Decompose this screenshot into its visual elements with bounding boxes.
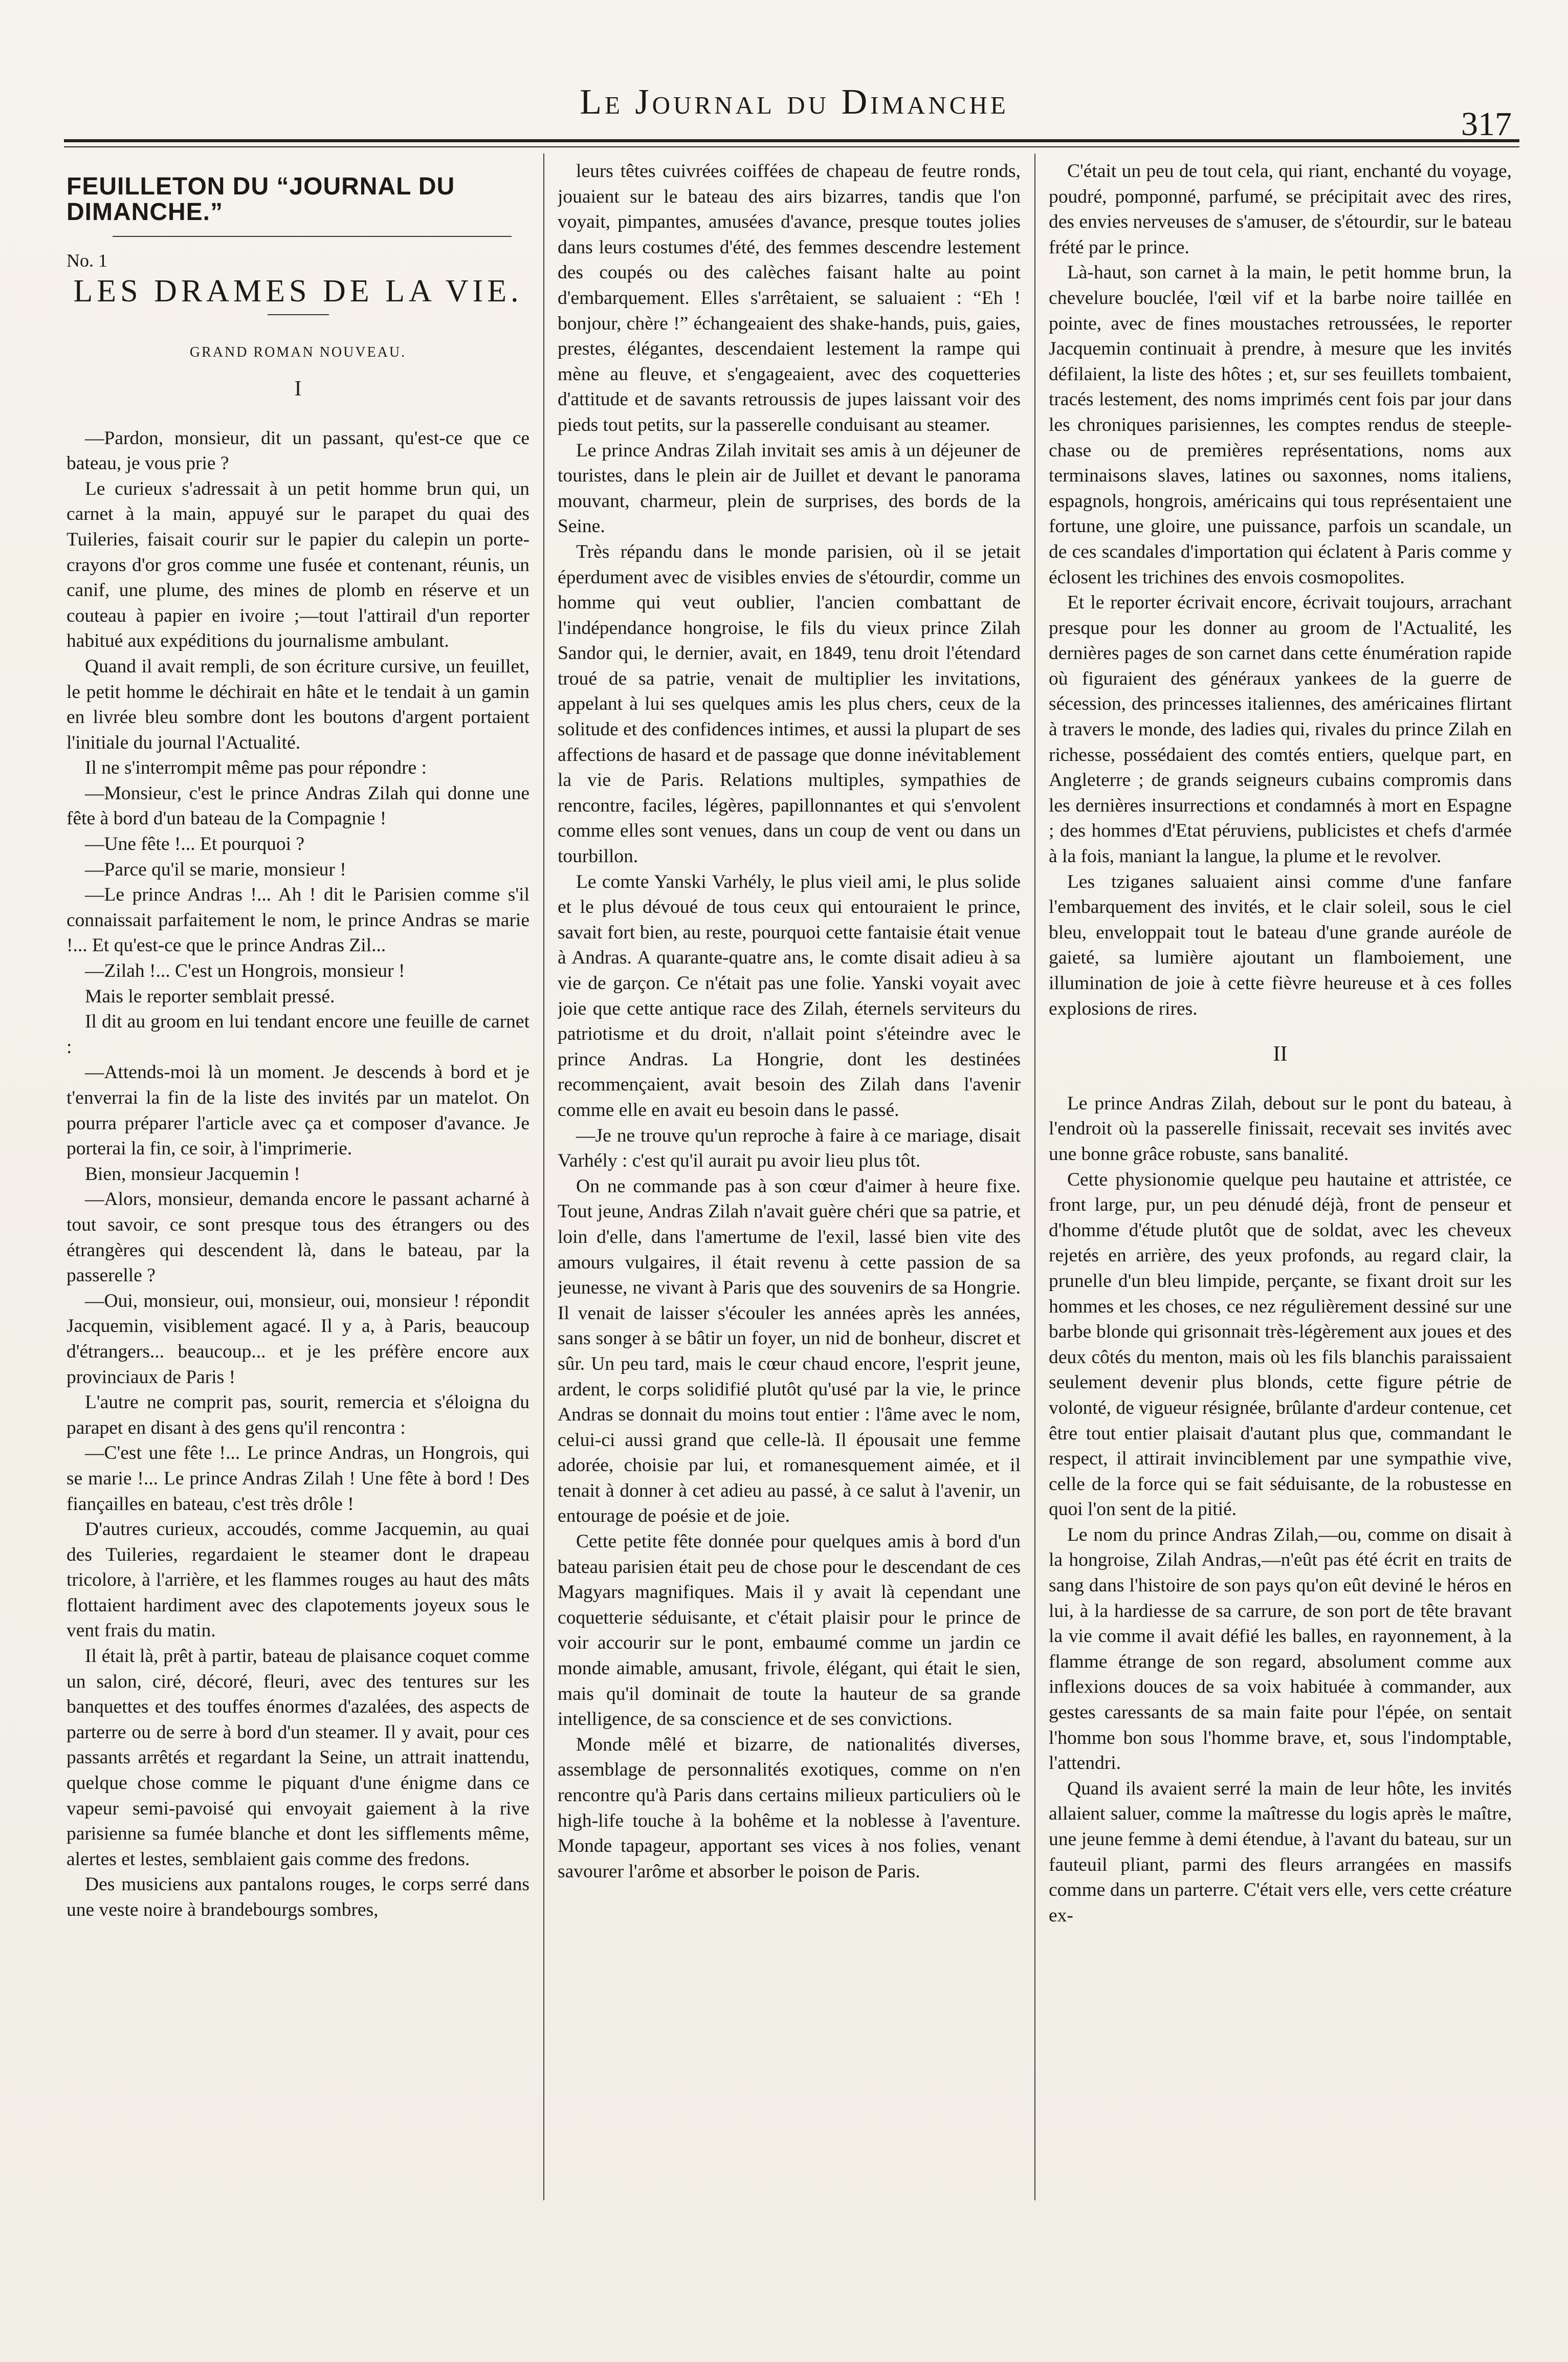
paragraph: —Alors, monsieur, demanda encore le passant acharné à tout savoir, ce sont presque tous des étrangers ou des étrangères qui descendent là, dans le bateau, par la passerelle ? — [67, 1189, 529, 1286]
masthead: Le Journal du Dimanche — [580, 82, 1009, 122]
column-3-body-continued — [1049, 1091, 1512, 1929]
paragraph: Monde mêlé et bizarre, de nationalités diverses, assemblage de personnalités exotiques, comme on n'en rencontre qu'à Paris dans certains milieux particuliers où le high-life touche à la bohême et la noblesse à l'aventure. Monde tapageur, apportant ses vices à nos folies, venant savourer l'arôme et absorber le poison de Paris. — [558, 1734, 1021, 1882]
paragraph: Là-haut, son carnet à la main, le petit homme brun, la chevelure bouclée, l'œil vif et la barbe noire taillée en pointe, avec de fines moustaches retroussées, le reporter Jacquemin continuait à prendre, à mesure que les invités défilaient, la liste des hôtes ; et, sur ses feuillets tombaient, tracés lestement, des noms imprimés cent fois par jour dans les chroniques parisiennes, les comptes rendus de steeple-chase ou de premières représentations, noms aux terminaisons slaves, latines ou saxonnes, noms italiens, espagnols, hongrois, américains qui tous représentaient une fortune, une gloire, une puissance, parfois un scandale, un de ces scandales d'importation qui éclatent à Paris comme y éclosent les trichines des envois cosmopolites. — [1049, 262, 1512, 588]
paragraph: —Je ne trouve qu'un reproche à faire à ce mariage, disait Varhély : c'est qu'il aurait pu avoir lieu plus tôt. — [558, 1125, 1021, 1172]
column-divider — [543, 154, 544, 2200]
paragraph: —Parce qu'il se marie, monsieur ! — [85, 859, 346, 880]
column-2-body — [558, 159, 1021, 1884]
serial-subtitle: GRAND ROMAN NOUVEAU. — [189, 344, 407, 361]
chapter-heading: II — [1273, 1042, 1288, 1066]
feuilleton-label: FEUILLETON DU “JOURNAL DU DIMANCHE.” — [67, 173, 455, 226]
paragraph: Quand il avait rempli, de son écriture cursive, un feuillet, le petit homme le déchirait en hâte et le tendait à un gamin en livrée bleu sombre dont les boutons d'argent portaient l'initiale du journal l'Actualité. — [67, 655, 529, 753]
paragraph: —Le prince Andras !... Ah ! dit le Parisien comme s'il connaissait parfaitement le nom, le prince Andras se marie !... Et qu'est-ce que le prince Andras Zil... — [67, 884, 529, 956]
paragraph: Et le reporter écrivait encore, écrivait toujours, arrachant presque pour les donner au groom de l'Actualité, les dernières pages de son carnet dans cette énumération rapide où figuraient des généraux yankees de la guerre de sécession, des princesses italiennes, des américaines flirtant à travers le monde, des ladies qui, rivales du prince Zilah en richesse, possédaient des comtés entiers, quelque part, en Angleterre ; de grands seigneurs cubains compromis dans les dernières insurrections et condamnés à mort en Espagne ; des hommes d'Etat péruviens, publicistes et chefs d'armée à la fois, maniant la langue, la plume et le revolver. — [1049, 592, 1512, 867]
paragraph: Le comte Yanski Varhély, le plus vieil ami, le plus solide et le plus dévoué de tous ceux qui entouraient le prince, savait fort bien, au reste, pourquoi cette fantaisie était venue à Andras. A quarante-quatre ans, le comte disait adieu à sa vie de garçon. Ce n'était pas une folie. Yanski voyait avec joie que cette antique race des Zilah, éternels serviteurs du patriotisme et du droit, n'allait point s'éteindre avec le prince Andras. La Hongrie, dont les destinées recommençaient, avait besoin des Zilah dans l'avenir comme elle en avait eu besoin dans le passé. — [558, 871, 1021, 1121]
column-divider — [1034, 154, 1035, 2200]
paragraph: Il était là, prêt à partir, bateau de plaisance coquet comme un salon, ciré, décoré, fleuri, avec des tentures sur les banquettes et des touffes énormes d'azalées, des aspects de parterre ou de serre à bord d'un steamer. Il y avait, pour ces passants arrêtés et regardant la Seine, un attrait inattendu, quelque chose comme le piquant d'une énigme dans ce vapeur semi-pavoisé qui envoyait gaiement à la rive parisienne sa fumée blanche et dont les sifflements même, alertes et lestes, semblaient gais comme des fredons. — [67, 1646, 529, 1870]
paragraph: Le nom du prince Andras Zilah,—ou, comme on disait à la hongroise, Zilah Andras,—n'eût pas été écrit en traits de sang dans l'histoire de son pays qu'on eût deviné le héros en lui, à la hardiesse de sa carrure, de son port de tête bravant la vie comme il avait défié les balles, en rayonnement, à la flamme étrange de son regard, absolument comme aux inflexions douces de sa voix habituée à commander, aux gestes caressants de sa main faite pour l'épée, on sentait l'homme bon sous l'homme brave, et, sous l'indomptable, l'attendri. — [1049, 1524, 1512, 1774]
paragraph: On ne commande pas à son cœur d'aimer à heure fixe. Tout jeune, Andras Zilah n'avait guère chéri que sa patrie, et loin d'elle, dans l'amertume de l'exil, lassé bien vite des amours vulgaires, il était revenu à cette passion de sa jeunesse, ne vivant à Paris que des souvenirs de sa Hongrie. Il venait de laisser s'écouler les années après les années, sans songer à se bâtir un foyer, un nid de bonheur, discret et sûr. Un peu tard, mais le cœur chaud encore, l'esprit jeune, ardent, le corps solidifié plutôt qu'usé par la vie, le prince Andras se donnait du moins tout entier : l'âme avec le nom, celui-ci aussi grand que celle-là. Il épousait une femme adorée, choisie par lui, et romanesquement aimée, et il tenait à donner à cet adieu au passé, à ce salut à l'avenir, un entourage de poésie et de joie. — [558, 1175, 1021, 1527]
paragraph: Mais le reporter semblait pressé. — [85, 986, 335, 1007]
column-1 — [67, 159, 529, 2308]
paragraph: —Zilah !... C'est un Hongrois, monsieur ! — [85, 960, 405, 982]
paragraph: leurs têtes cuivrées coiffées de chapeau de feutre ronds, jouaient sur le bateau des airs bizarres, tandis que l'on voyait, pimpantes, amusées d'avance, presque toutes jolies dans leurs costumes d'été, des femmes descendre lestement des coupés ou des calèches faisant halte au point d'embarquement. Elles s'arrêtaient, se saluaient : “Eh ! bonjour, chère !” échangeaient des shake-hands, puis, gaies, prestes, élégantes, descendaient lestement la rampe qui mène au fleuve, et s'engageaient, avec des coquetteries d'attitude et de savants retroussis de jupes laissant voir des pieds tout petits, sur la passerelle conduisant au steamer. — [558, 161, 1021, 435]
paragraph: —Attends-moi là un moment. Je descends à bord et je t'enverrai la fin de la liste des invités par un matelot. On pourra préparer l'article avec ça et composer d'avance. Je porterai la fin, ce soir, à l'imprimerie. — [67, 1062, 529, 1160]
paragraph: Quand ils avaient serré la main de leur hôte, les invités allaient saluer, comme la maîtresse du logis après le maître, une jeune femme à demi étendue, à l'avant du bateau, sur un fauteuil pliant, parmi des fleurs arrangées en massifs comme dans un parterre. C'était vers elle, vers cette créature ex- — [1049, 1778, 1512, 1926]
paragraph: —Monsieur, c'est le prince Andras Zilah qui donne une fête à bord d'un bateau de la Compagnie ! — [67, 782, 529, 829]
paragraph: C'était un peu de tout cela, qui riant, enchanté du voyage, poudré, pomponné, parfumé, se précipitait avec des rires, des envies nerveuses de s'amuser, de s'étourdir, sur le bateau frété par le prince. — [1049, 161, 1512, 258]
paragraph: Cette petite fête donnée pour quelques amis à bord d'un bateau parisien était peu de chose pour le descendant de ces Magyars magnifiques. Mais il y avait là cependant une coquetterie séduisante, et c'était plaisir pour le prince de voir accourir sur le pont, embaumé comme un jardin ce monde aimable, amusant, frivole, élégant, qui était le sien, mais qu'il dominait de toute la hauteur de sa grande intelligence, de sa conscience et de ses convictions. — [558, 1531, 1021, 1730]
column-3 — [1049, 159, 1512, 2308]
header-rule — [64, 139, 1519, 142]
paragraph: Des musiciens aux pantalons rouges, le corps serré dans une veste noire à brandebourgs sombres, — [67, 1874, 529, 1920]
chapter-heading: I — [294, 377, 302, 401]
paragraph: L'autre ne comprit pas, sourit, remercia et s'éloigna du parapet en disant à des gens qu'il rencontra : — [67, 1392, 529, 1438]
paragraph: Le prince Andras Zilah, debout sur le pont du bateau, à l'endroit où la passerelle finissait, recevait ses invités avec une bonne grâce robuste, sans banalité. — [1049, 1092, 1512, 1165]
divider — [113, 236, 512, 237]
paragraph: Très répandu dans le monde parisien, où il se jetait éperdument avec de visibles envies de s'étourdir, comme un homme qui veut oublier, l'ancien combattant de l'indépendance hongroise, le fils du vieux prince Zilah Sandor qui, le dernier, avait, en 1849, tenu droit l'étendard troué de sa patrie, venait de multiplier les invitations, appelant à lui ses quelques amis les plus chers, ceux de la solitude et des confidences intimes, et aussi la plupart de ses affections de hasard et de passage que donne inévitablement la vie de Paris. Relations multiples, sympathies de rencontre, faciles, légères, papillonnantes et qui s'envolent comme elles sont venues, dans un coup de vent ou dans un tourbillon. — [558, 541, 1021, 867]
page-number: 317 — [1461, 105, 1512, 143]
paragraph: Bien, monsieur Jacquemin ! — [85, 1163, 300, 1185]
paragraph: —Oui, monsieur, oui, monsieur, oui, monsieur ! répondit Jacquemin, visiblement agacé. Il y a, à Paris, beaucoup d'étrangers... beaucoup... et je les préfère encore aux provinciaux de Paris ! — [67, 1290, 529, 1388]
column-1-body — [67, 426, 529, 1923]
paragraph: Il ne s'interrompit même pas pour répondre : — [85, 757, 427, 779]
divider — [268, 314, 329, 315]
paragraph: —C'est une fête !... Le prince Andras, un Hongrois, qui se marie !... Le prince Andras Zilah ! Une fête à bord ! Des fiançailles en bateau, c'est très drôle ! — [67, 1442, 529, 1515]
paragraph: —Pardon, monsieur, dit un passant, qu'est-ce que ce bateau, je vous prie ? — [67, 427, 529, 474]
installment-number: No. 1 — [67, 250, 107, 271]
paragraph: Les tziganes saluaient ainsi comme d'une fanfare l'embarquement des invités, et le clair soleil, sous le ciel bleu, enveloppait tout le bateau d'une grande auréole de gaieté, sa lumière ajoutant un flamboiement, une illumination de joie à cette fièvre heureuse et à ces folles explosions de rires. — [1049, 871, 1512, 1019]
column-3-body — [1049, 159, 1512, 1021]
paragraph: D'autres curieux, accoudés, comme Jacquemin, au quai des Tuileries, regardaient le steamer dont le drapeau tricolore, à l'arrière, et les flammes rouges au haut des mâts flottaient hardiment avec des clapotements joyeux sous le vent frais du matin. — [67, 1519, 529, 1642]
paragraph: Il dit au groom en lui tendant encore une feuille de carnet : — [67, 1011, 529, 1058]
paragraph: Le curieux s'adressait à un petit homme brun qui, un carnet à la main, appuyé sur le parapet du quai des Tuileries, faisait courir sur le papier du calepin un porte-crayons d'or gros comme une fusée et contenant, réunis, un canif, une plume, des mines de plomb en réserve et un couteau à papier en ivoire ;—tout l'attirail d'un reporter habitué aux expéditions du journalisme ambulant. — [67, 478, 529, 652]
paragraph: Le prince Andras Zilah invitait ses amis à un déjeuner de touristes, dans le plein air de Juillet et devant le panorama mouvant, charmeur, plein de surprises, des bords de la Seine. — [558, 440, 1021, 537]
header-rule-thin — [64, 146, 1519, 147]
serial-title: LES DRAMES DE LA VIE. — [73, 273, 523, 309]
column-2 — [558, 159, 1021, 2308]
paragraph: Cette physionomie quelque peu hautaine et attristée, ce front large, pur, un peu dénudé déjà, front de penseur et d'homme d'étude plutôt que de soldat, avec les cheveux rejetés en arrière, des yeux profonds, au regard clair, la prunelle d'un bleu limpide, perçante, se fixant droit sur les hommes et les choses, ce nez régulièrement dessiné sur une barbe blonde qui grisonnait très-légèrement aux joues et des deux côtés du menton, mais où les fils blanchis paraissaient seulement devenir plus blonds, cette figure pétrie de volonté, de vigueur résignée, brûlante d'ardeur contenue, cet être tout entier plaisait d'autant plus que, commandant le respect, il attirait invinciblement par une sympathie vive, celle de la force qui se fait séduisante, de la robustesse en quoi l'on sent de la pitié. — [1049, 1169, 1512, 1520]
paragraph: —Une fête !... Et pourquoi ? — [85, 834, 305, 855]
